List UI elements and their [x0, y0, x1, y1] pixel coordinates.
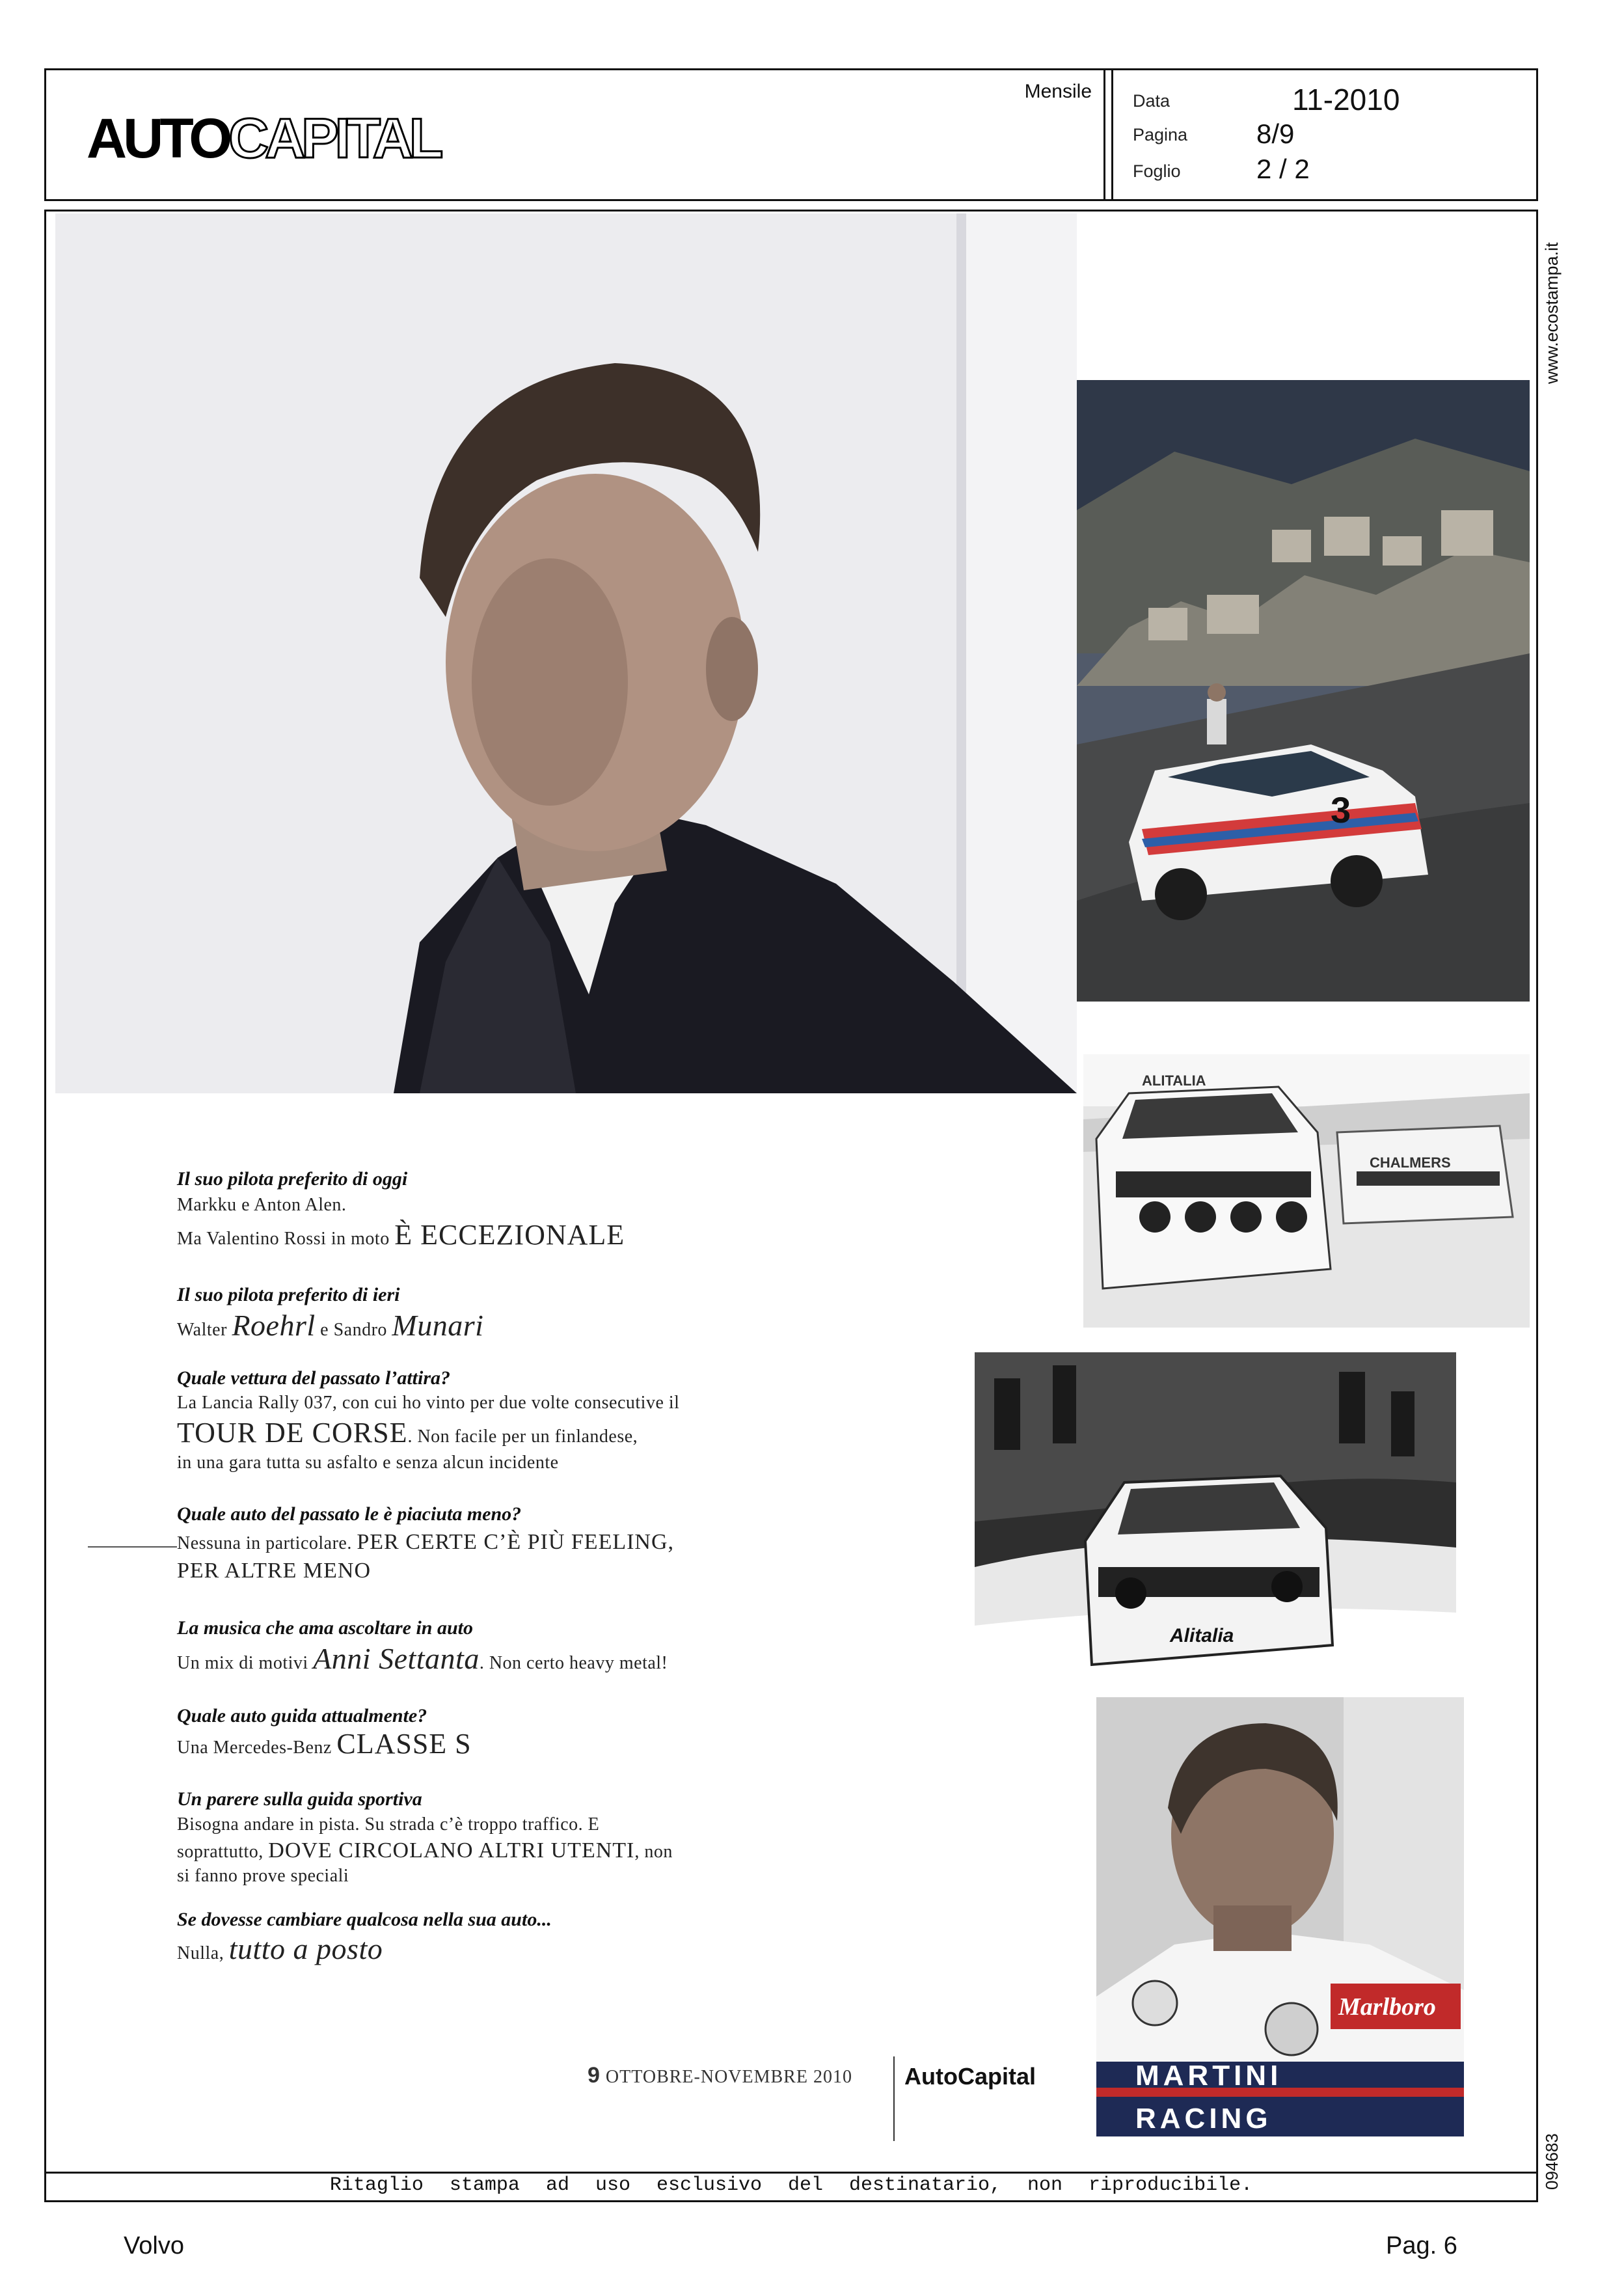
answer-4-emphasis-1: PER CERTE C’È PIÙ FEELING, [357, 1530, 675, 1554]
answer-7-line-1: Bisogna andare in pista. Su strada c’è troppo traffico. E [177, 1814, 600, 1835]
question-6: Quale auto guida attualmente? [177, 1705, 427, 1726]
answer-3-line-3: in una gara tutta su asfalto e senza alcun incidente [177, 1453, 559, 1473]
car-number: 3 [1331, 789, 1351, 830]
bw-rally-photo [975, 1352, 1456, 1704]
fiat-livery-2: CHALMERS [1370, 1154, 1451, 1171]
driver-photo [1096, 1697, 1464, 2136]
fiats-illustration [1083, 1054, 1530, 1328]
question-7: Un parere sulla guida sportiva [177, 1788, 422, 1810]
fiat-livery-1: ALITALIA [1142, 1072, 1206, 1089]
answer-7-pre: soprattutto, [177, 1841, 269, 1862]
answer-5 [177, 1640, 668, 1678]
logo-capital: CAPITAL [228, 107, 440, 170]
side-code-text: 094683 [1542, 2133, 1562, 2190]
answer-7 [177, 1813, 673, 1888]
portrait-photo [55, 213, 1077, 1093]
fiat-bw-livery: Alitalia [1170, 1625, 1234, 1646]
data-label: Data [1133, 91, 1171, 111]
magazine-page-number: 9 [588, 2063, 601, 2088]
disclaimer: Ritaglio stampa ad uso esclusivo del destinatario, non riproducibile. [329, 2174, 1253, 2196]
answer-7-line-3: si fanno prove speciali [177, 1866, 349, 1887]
header-divider [1103, 70, 1113, 199]
answer-8 [177, 1930, 383, 1969]
meta-row-pagina [1126, 116, 1517, 155]
sponsor-marlboro: Marlboro [1338, 1993, 1436, 2021]
periodicity-label: Mensile [1024, 81, 1092, 102]
magazine-brand: AutoCapital [904, 2063, 1036, 2090]
header-masthead [46, 70, 1105, 199]
logo-auto: AUTO [87, 107, 229, 170]
answer-6 [177, 1726, 472, 1762]
answer-1 [177, 1194, 625, 1253]
question-5: La musica che ama ascoltare in auto [177, 1617, 474, 1639]
answer-5-anni-settanta: Anni Settanta [313, 1642, 480, 1675]
page-number: Pag. 6 [1386, 2232, 1457, 2259]
question-3: Quale vettura del passato l’attira? [177, 1367, 450, 1389]
question-1: Il suo pilota preferito di oggi [177, 1168, 408, 1190]
question-8: Se dovesse cambiare qualcosa nella sua auto... [177, 1909, 552, 1930]
answer-8-pre: Nulla, [177, 1943, 229, 1963]
data-value: 11-2010 [1292, 83, 1400, 116]
footer-rule [893, 2056, 895, 2141]
side-url [1542, 215, 1568, 384]
suit-martini: MARTINI [1135, 2060, 1282, 2092]
suit-racing: RACING [1135, 2103, 1272, 2135]
answer-3-line-1: La Lancia Rally 037, con cui ho vinto per due volte consecutive il [177, 1393, 680, 1413]
answer-6-classe-s: CLASSE S [336, 1728, 472, 1760]
bw-rally-illustration [975, 1352, 1456, 1704]
answer-2 [177, 1307, 483, 1345]
answer-4-pre: Nessuna in particolare. [177, 1533, 357, 1553]
answer-1-line-2: Ma Valentino Rossi in moto [177, 1228, 395, 1249]
answer-1-line-1: Markku e Anton Alen. [177, 1195, 347, 1215]
driver-illustration [1096, 1697, 1464, 2136]
fiat-rally-photo [1083, 1054, 1530, 1328]
header-box [44, 68, 1538, 201]
client-name: Volvo [124, 2232, 184, 2259]
answer-2-munari: Munari [392, 1309, 484, 1342]
magazine-issue: OTTOBRE-NOVEMBRE 2010 [600, 2067, 852, 2087]
answer-2-pre: Walter [177, 1320, 232, 1340]
footer-divider [46, 2172, 1536, 2174]
question-4: Quale auto del passato le è piaciuta meno? [177, 1503, 522, 1525]
side-url-text: www.ecostampa.it [1542, 242, 1562, 384]
answer-3-tour-de-corse: TOUR DE CORSE [177, 1416, 408, 1449]
answer-7-emphasis: DOVE CIRCOLANO ALTRI UTENTI [268, 1838, 635, 1863]
foglio-label: Foglio [1133, 161, 1181, 181]
answer-8-tutto-a-posto: tutto a posto [228, 1932, 383, 1965]
answer-4-emphasis-2: PER ALTRE MENO [177, 1558, 372, 1583]
answer-6-pre: Una Mercedes-Benz [177, 1738, 337, 1758]
pagina-label: Pagina [1133, 125, 1188, 144]
answer-5-post: . Non certo heavy metal! [479, 1653, 668, 1673]
corsica-illustration [1077, 380, 1530, 1002]
pagina-value: 8/9 [1256, 118, 1295, 149]
question-2: Il suo pilota preferito di ieri [177, 1284, 400, 1305]
portrait-illustration [55, 213, 1077, 1093]
meta-row-data [1126, 82, 1517, 121]
answer-2-mid: e Sandro [315, 1320, 392, 1340]
decorative-rule [88, 1546, 177, 1548]
corsica-rally-photo [1077, 380, 1530, 1002]
answer-2-roehrl: Roehrl [232, 1309, 316, 1342]
autocapital-logo [87, 107, 440, 170]
answer-5-pre: Un mix di motivi [177, 1653, 314, 1673]
side-code [1542, 2099, 1568, 2190]
magazine-page-footer [588, 2063, 852, 2088]
answer-7-post: , non [634, 1841, 673, 1862]
meta-row-foglio [1126, 152, 1517, 191]
answer-1-emphasis: È ECCEZIONALE [394, 1218, 625, 1251]
answer-3 [177, 1391, 679, 1475]
answer-3-line-2: . Non facile per un finlandese, [407, 1426, 638, 1447]
foglio-value: 2 / 2 [1256, 154, 1310, 184]
answer-4 [177, 1528, 674, 1585]
